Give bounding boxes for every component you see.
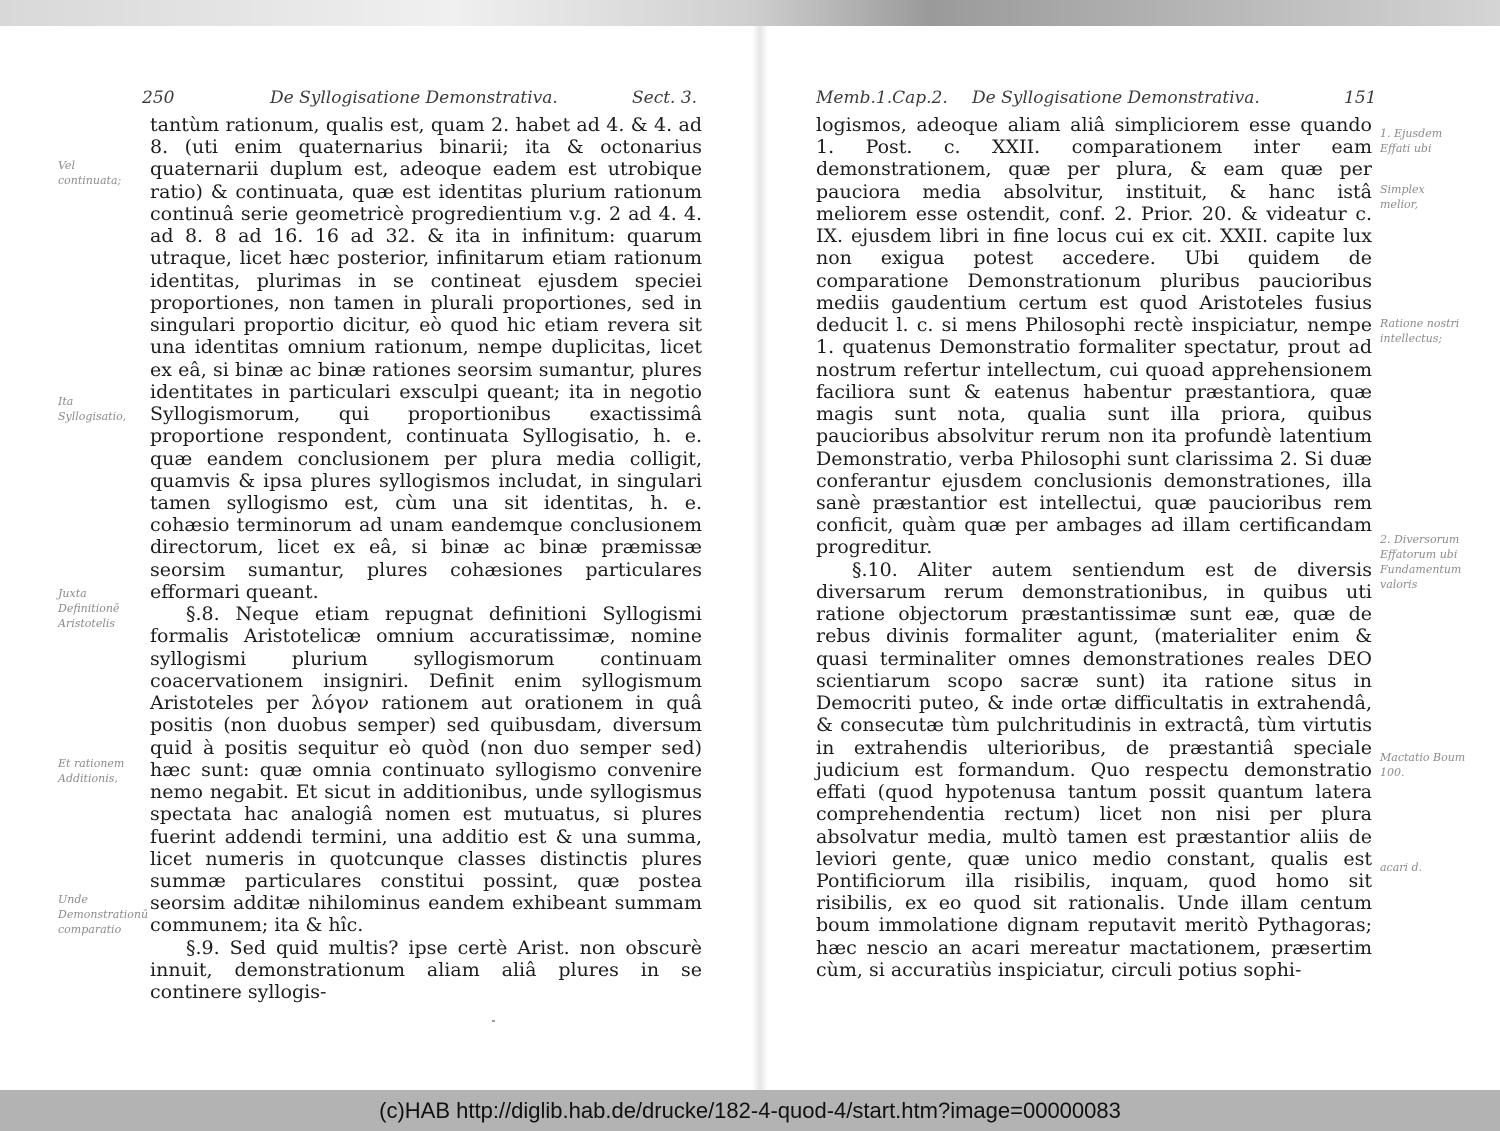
paragraph: §.9. Sed quid multis? ipse certè Arist. non obscurè innuit, demonstrationum aliam aliâ plures in se continere syllogis- <box>150 936 702 1004</box>
footer-source-bar <box>0 1090 1500 1131</box>
paragraph: §.10. Aliter autem sentiendum est de diversis diversarum rerum demonstrationibus, in quibus uti ratione objectorum præstantissimæ sunt eæ, quæ de rebus divinis formaliter agunt, (materialiter enim & quasi terminaliter omnes demonstrationes reales DEO scientiarum scopo sacræ sunt) ita ratione situs in Democriti puteo, & inde ortæ difficultatis in extrahendâ, & consecutæ tùm pulchritudinis in extractâ, tùm virtutis in extrahendis ulterioribus, de præstantiâ speciale judicium est formandum. Quo respectu demonstratio effati (quod hypotenusa tantum possit quantum latera comprehendentia rectum) licet non nisi per plura absolvatur media, multò tamen est præstantior aliis de leviori gente, quæ unico medio constant, qualis est Pontificiorum illa risibilis, inquam, quod homo sit risibilis, ex eo quod sit rationalis. Unde illam centum boum immolatione dignam reputavit meritò Pythagoras; hæc nescio an acari mereatur mactationem, præsertim cùm, si accuratiùs inspiciatur, circuli potius sophi- <box>816 558 1372 981</box>
paragraph: §.8. Neque etiam repugnat definitioni Syllogismi formalis Aristotelicæ omnium accuratissimæ, nomine syllogismi plurium syllogismorum continuam coacervationem insigniri. Definit enim syllogismum Aristoteles per λόγον rationem aut orationem in quâ positis (non duobus semper) sed quibusdam, diversum quid à positis sequitur eò quòd (non duo semper sed) hæc sunt: quæ omnia continuato syllogismo convenire nemo negabit. Et sicut in additionibus, unde syllogismus spectata hac analogiâ nomen est mutuatus, si plures fuerint addendi termini, una additio est & una summa, licet numeris in quotcunque classes distinctis plures summæ particulares constitui possint, quæ postea seorsim additæ nihilominus eandem exhibeant summam communem; ita & hîc. <box>150 603 702 937</box>
left-body-text <box>150 114 702 1003</box>
margin-note: Juxta Definitionē Aristotelis <box>58 587 120 630</box>
left-section-label: Sect. 3. <box>632 88 698 108</box>
paragraph: tantùm rationum, qualis est, quam 2. habet ad 4. & 4. ad 8. (uti enim quaternarius binarii; ita & octonarius quaternarii duplum est, adeoque eadem est utrobique ratio) & continuata, quæ est identitas plurium rationum continuâ serie geometricè progredientium v.g. 2 ad 4. 4. ad 8. 8 ad 16. 16 ad 32. & ita in infinitum: quarum utraque, licet hæc posterior, infinitarum etiam rationum identitas, plurimas in se contineat ejusdem speciei proportiones, non tamen in plurali proportiones, sed in singulari proportio dicitur, eò quod hic etiam revera sit una identitas omnium rationum, nempe duplicitas, licet ex eâ, si binæ ac binæ rationes seorsim sumantur, plures identitates in particulari exsculpi queant; ita in negotio Syllogismorum, qui proportionibus exactissimâ proportione respondent, continuata Syllogisatio, h. e. quæ eandem conclusionem per plura media colligit, quamvis & ipsa plures syllogismos includat, in singulari tamen syllogismo est, cùm una sit identitas, h. e. cohæsio terminorum ad unam eandemque conclusionem directorum, licet ex eâ, si binæ ac binæ præmissæ seorsim sumantur, plures cohæsiones particulares efformari queant. <box>150 114 702 603</box>
margin-note: Vel continuata; <box>58 159 122 187</box>
left-running-title: De Syllogisatione Demonstrativa. <box>270 88 558 108</box>
right-page-number: 151 <box>1344 88 1377 108</box>
right-page <box>760 26 1500 1090</box>
right-body-text <box>816 114 1372 981</box>
left-page <box>0 26 760 1090</box>
margin-note: Unde Demonstrationū comparatio <box>58 893 149 936</box>
scan-top-edge <box>0 0 1500 26</box>
right-running-title: De Syllogisatione Demonstrativa. <box>972 88 1260 108</box>
right-running-head <box>816 88 1376 112</box>
left-page-number: 250 <box>142 88 175 108</box>
ink-speck <box>492 1020 495 1022</box>
margin-note: Ita Syllogisatio, <box>58 395 127 423</box>
footer-source-text: (c)HAB http://diglib.hab.de/drucke/182-4-quod-4/start.htm?image=00000083 <box>379 1097 1121 1123</box>
margin-note: acari d. <box>1380 861 1423 874</box>
book-spread <box>0 26 1500 1090</box>
left-running-head <box>142 88 702 112</box>
margin-note: 1. Ejusdem Effati ubi <box>1380 127 1443 155</box>
margin-note: Simplex melior, <box>1380 183 1425 211</box>
paragraph: logismos, adeoque aliam aliâ simpliciorem esse quando 1. Post. c. XXII. comparationem inter eam demonstrationem, quæ per plura, & eam quæ per pauciora media absolvitur, instituit, & hanc istâ meliorem esse ostendit, conf. 2. Prior. 20. & videatur c. IX. ejusdem libri in fine locus cui ex cit. XXII. capite lux non exigua potest accedere. Ubi quidem de comparatione Demonstrationum pluribus paucioribus mediis gaudentium certum est quod Aristoteles fusius deducit l. c. si mens Philosophi rectè inspiciatur, nempe 1. quatenus Demonstratio formaliter spectatur, prout ad nostrum refertur intellectum, cui quoad apprehensionem faciliora sunt & eatenus habentur præstantiora, quæ magis sunt nota, qualia sunt illa priora, quibus paucioribus absolvitur rerum non ita profundè latentium Demonstratio, verba Philosophi sunt clarissima 2. Si duæ conferantur ejusdem conclusionis demonstrationes, illa sanè præstantior est intellectui, quæ paucioribus rem conficit, quàm quæ per ambages ad illam certificandam progreditur. <box>816 114 1372 559</box>
right-section-label: Memb.1.Cap.2. <box>816 88 948 108</box>
margin-note: 2. Diversorum Effatorum ubi Fundamentum valoris <box>1380 533 1462 591</box>
margin-note: Ratione nostri intellectus; <box>1380 317 1460 345</box>
margin-note: Mactatio Boum 100. <box>1380 751 1466 779</box>
margin-note: Et rationem Additionis, <box>58 757 125 785</box>
